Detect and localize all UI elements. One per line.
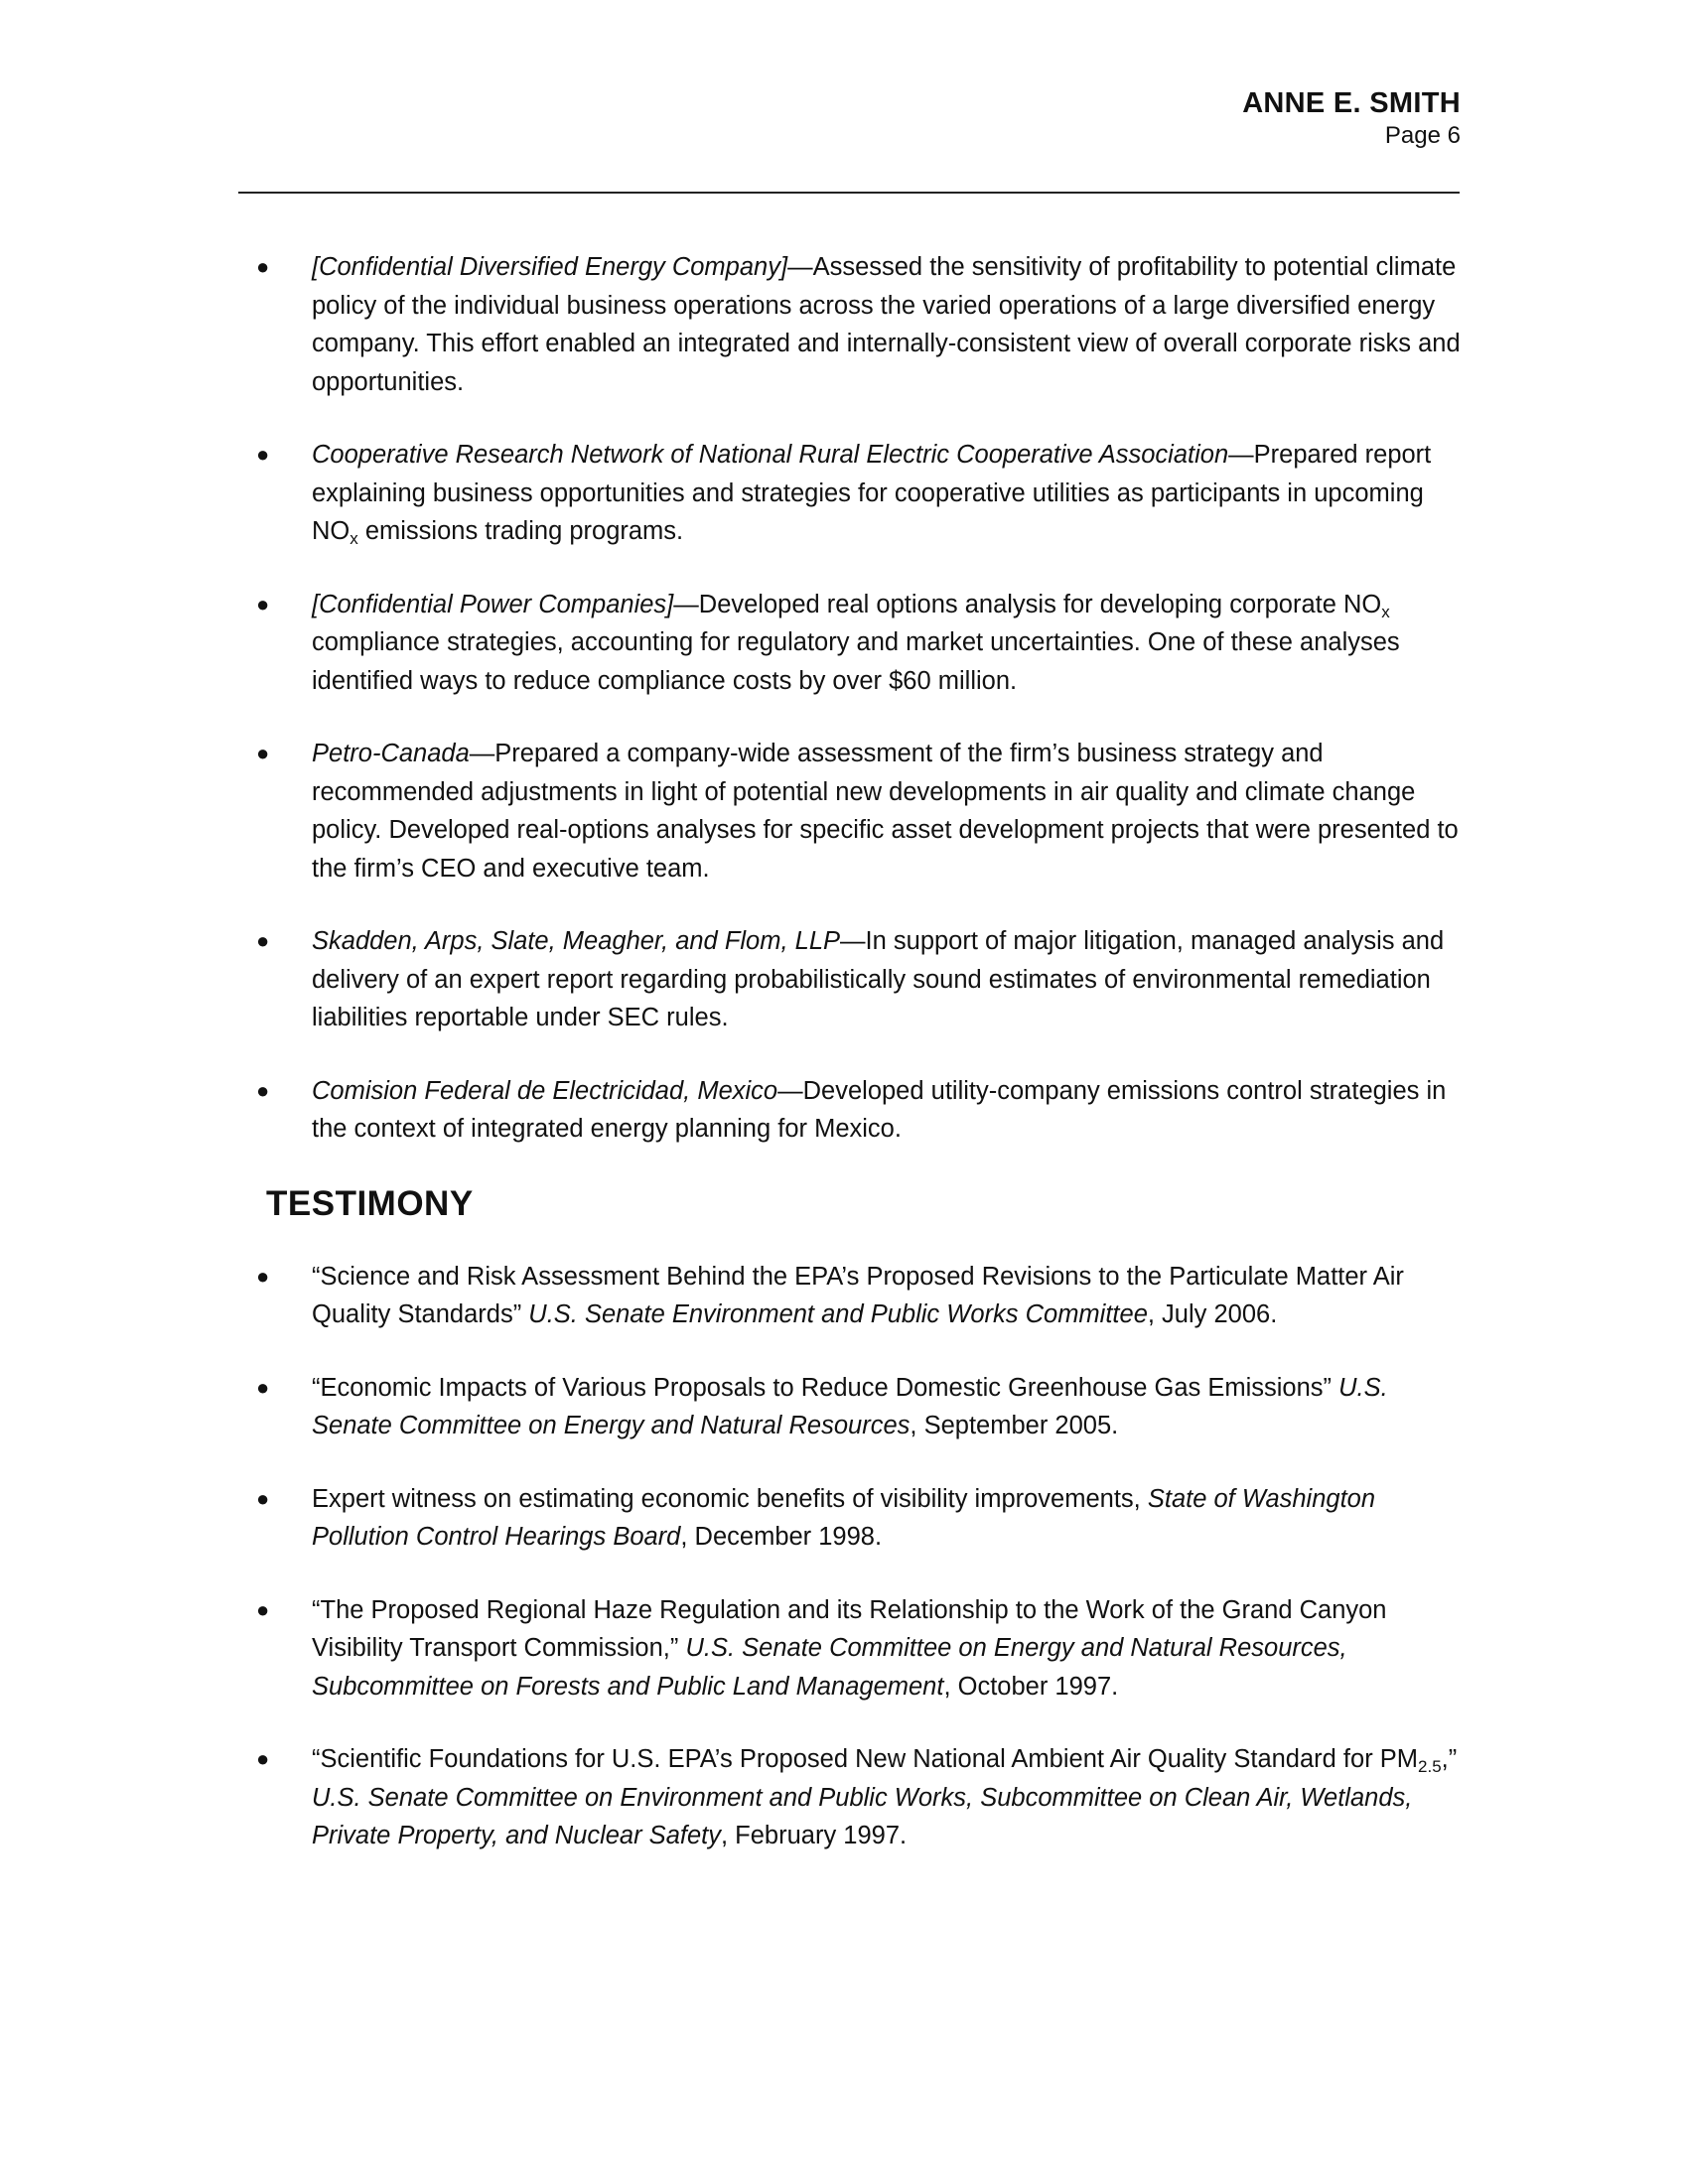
project-description: In support of major litigation, managed analysis and delivery of an expert report regarding probabilistically sound estimates of environmental remediation liabilities reportable under SEC rules. <box>312 927 1445 1031</box>
list-item: ● Skadden, Arps, Slate, Meagher, and Flom, LLP—In support of major litigation, managed analysis and delivery of an expert report regarding probabilistically sound estimates of environmental remediation liabilities reportable under SEC rules. <box>256 922 1468 1037</box>
list-item: ● “Scientific Foundations for U.S. EPA’s Proposed New National Ambient Air Quality Standard for $PM_{2.5}$,” U.S. Senate Committee on Environment and Public Works, Subcommittee on Clean Air, Wetlands, Private Property, and Nuclear Safety, February 1997. <box>256 1740 1468 1855</box>
testimony-list <box>256 1258 1468 1855</box>
project-description: Developed real options analysis for developing corporate NO <box>698 590 1382 618</box>
client-name: [Confidential Power Companies] <box>312 590 674 618</box>
list-item <box>256 1591 1468 1706</box>
project-list <box>256 248 1468 1149</box>
testimony-venue: U.S. Senate Committee on Energy and Natural Resources, Subcommittee on Forests and Public Land Management <box>312 1634 1347 1701</box>
list-item: ● [Confidential Diversified Energy Company]—Assessed the sensitivity of profitability to potential climate policy of the individual business operations across the varied operations of a large diversified energy company. This effort enabled an integrated and internally-consistent view of overall corporate risks and opportunities. <box>256 248 1468 401</box>
list-item: ● [Confidential Power Companies]—Developed real options analysis for developing corporate $NO_x$ compliance strategies, accounting for regulatory and market uncertainties. One of these analyses identified ways to reduce compliance costs by over $60 million. <box>256 586 1468 701</box>
list-item: ● Cooperative Research Network of National Rural Electric Cooperative Association—Prepared report explaining business opportunities and strategies for cooperative utilities as participants in upcoming $NO_x$ emissions trading programs. <box>256 436 1468 551</box>
bullet-icon: ● <box>256 1077 270 1103</box>
bullet-icon: ● <box>256 591 270 616</box>
project-description: Assessed the sensitivity of profitability to potential climate policy of the individual business operations across the varied operations of a large diversified energy company. This effort enabled an integrated and internally-consistent view of overall corporate risks and opportunities. <box>312 253 1461 396</box>
list-item <box>256 1369 1468 1445</box>
list-item: ● Comision Federal de Electricidad, Mexico—Developed utility-company emissions control strategies in the context of integrated energy planning for Mexico. <box>256 1072 1468 1149</box>
testimony-title: “Economic Impacts of Various Proposals to Reduce Domestic Greenhouse Gas Emissions” <box>312 1373 1333 1402</box>
project-description: Prepared report explaining business opportunities and strategies for cooperative utilities as participants in upcoming NO <box>312 441 1432 545</box>
client-name: Comision Federal de Electricidad, Mexico <box>312 1076 778 1105</box>
client-name: Cooperative Research Network of National Rural Electric Cooperative Association <box>312 441 1229 469</box>
client-name: [Confidential Diversified Energy Company] <box>312 253 788 281</box>
bullet-icon: ● <box>256 1485 270 1511</box>
testimony-venue: U.S. Senate Environment and Public Works Committee <box>528 1300 1148 1328</box>
bullet-icon: ● <box>256 1596 270 1622</box>
testimony-date: , February 1997. <box>720 1822 908 1849</box>
testimony-title: “Scientific Foundations for U.S. EPA’s Proposed New National Ambient Air Quality Standard for PM <box>312 1745 1419 1773</box>
bullet-icon: ● <box>256 928 270 953</box>
page-header <box>1242 85 1461 151</box>
bullet-icon: ● <box>256 1374 270 1400</box>
testimony-date: , October 1997. <box>943 1672 1119 1701</box>
bullet-icon: ● <box>256 741 270 765</box>
header-divider <box>238 192 1460 194</box>
bullet-icon: ● <box>256 254 270 279</box>
testimony-date: , September 2005. <box>910 1412 1119 1439</box>
list-item: ● Petro-Canada—Prepared a company-wide assessment of the firm’s business strategy and recommended adjustments in light of potential new developments in air quality and climate change policy. Developed real-options analyses for specific asset development projects that were presented to the firm’s CEO and executive team. <box>256 735 1468 887</box>
author-name: ANNE E. SMITH <box>1242 87 1461 119</box>
testimony-date: , July 2006. <box>1147 1300 1278 1328</box>
testimony-date: , December 1998. <box>680 1523 883 1551</box>
bullet-icon: ● <box>256 1746 270 1771</box>
project-description: Developed utility-company emissions control strategies in the context of integrated energy planning for Mexico. <box>312 1076 1447 1143</box>
testimony-venue: State of Washington Pollution Control Hearings Board <box>312 1484 1376 1551</box>
list-item <box>256 1258 1468 1334</box>
testimony-title: “The Proposed Regional Haze Regulation and its Relationship to the Work of the Grand Canyon Visibility Transport Commission,” <box>312 1595 1387 1662</box>
list-item <box>256 1480 1468 1557</box>
page-body <box>256 248 1468 1890</box>
testimony-venue: U.S. Senate Committee on Environment and Public Works, Subcommittee on Clean Air, Wetlands, Private Property, and Nuclear Safety <box>312 1783 1413 1849</box>
testimony-venue: U.S. Senate Committee on Energy and Natural Resources <box>312 1373 1388 1439</box>
project-description: Prepared a company-wide assessment of the firm’s business strategy and recommended adjustments in light of potential new developments in air quality and climate change policy. Developed real-options analyses for specific asset development projects that were presented to the firm’s CEO and executive team. <box>312 740 1459 883</box>
testimony-title: Expert witness on estimating economic benefits of visibility improvements, <box>312 1484 1141 1513</box>
client-name: Petro-Canada <box>312 740 470 767</box>
bullet-icon: ● <box>256 442 270 467</box>
client-name: Skadden, Arps, Slate, Meagher, and Flom, LLP <box>312 927 841 955</box>
section-heading-testimony: TESTIMONY <box>266 1183 474 1223</box>
page-number: Page 6 <box>1384 122 1461 149</box>
testimony-title: “Science and Risk Assessment Behind the EPA’s Proposed Revisions to the Particulate Matter Air Quality Standards” <box>312 1262 1404 1328</box>
bullet-icon: ● <box>256 1263 270 1289</box>
